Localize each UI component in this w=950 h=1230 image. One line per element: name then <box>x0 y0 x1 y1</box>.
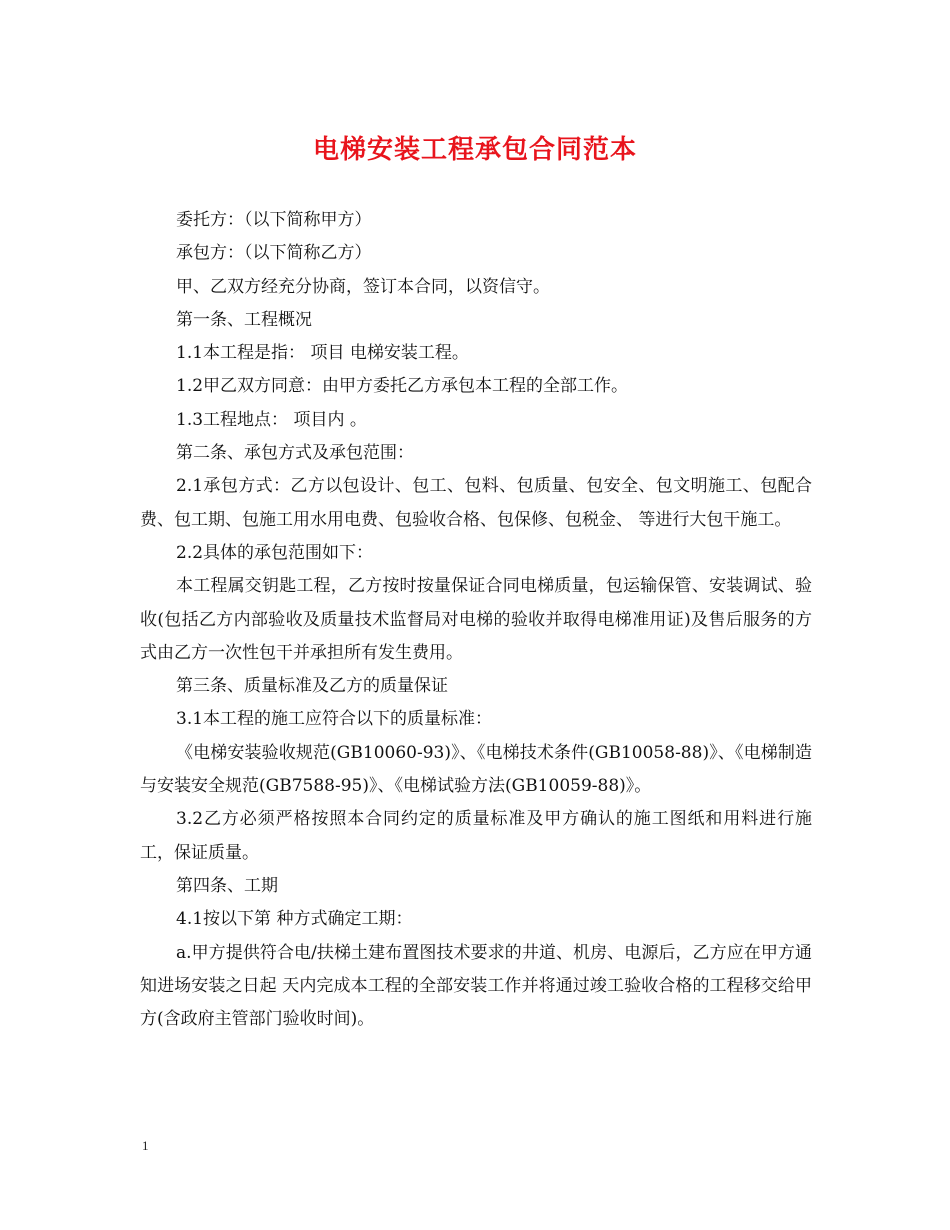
paragraph: 3.2乙方必须严格按照本合同约定的质量标准及甲方确认的施工图纸和用料进行施工，保证质量。 <box>140 809 812 863</box>
paragraph: 甲、乙双方经充分协商，签订本合同，以资信守。 <box>176 276 550 297</box>
section-heading: 第四条、工期 <box>176 875 278 896</box>
page-number: 1 <box>142 1138 149 1153</box>
paragraph: a.甲方提供符合电/扶梯土建布置图技术要求的井道、机房、电源后，乙方应在甲方通知进场安装之日起 天内完成本工程的全部安装工作并将通过竣工验收合格的工程移交给甲方(含政府主管部门验收时间)。 <box>140 942 812 1030</box>
paragraph: 《电梯安装验收规范(GB10060-93)》、《电梯技术条件(GB10058-88)》、《电梯制造与安装安全规范(GB7588-95)》、《电梯试验方法(GB10059-88)》。 <box>140 742 812 797</box>
paragraph: 承包方：（以下简称乙方） <box>176 243 372 264</box>
paragraph: 1.1本工程是指： 项目 电梯安装工程。 <box>176 343 469 364</box>
paragraph: 1.3工程地点： 项目内 。 <box>176 409 367 430</box>
paragraph: 1.2甲乙双方同意：由甲方委托乙方承包本工程的全部工作。 <box>176 376 629 397</box>
paragraph: 3.1本工程的施工应符合以下的质量标准： <box>176 709 493 730</box>
section-heading: 第三条、质量标准及乙方的质量保证 <box>176 676 448 697</box>
paragraph: 2.1承包方式：乙方以包设计、包工、包料、包质量、包安全、包文明施工、包配合费、包工期、包施工用水用电费、包验收合格、包保修、包税金、 等进行大包干施工。 <box>140 476 812 530</box>
paragraph: 本工程属交钥匙工程，乙方按时按量保证合同电梯质量，包运输保管、安装调试、验收(包括乙方内部验收及质量技术监督局对电梯的验收并取得电梯准用证)及售后服务的方式由乙方一次性包干并承担所有发生费用。 <box>140 576 812 663</box>
section-heading: 第一条、工程概况 <box>176 309 312 330</box>
document-title: 电梯安装工程承包合同范本 <box>312 135 637 165</box>
paragraph: 2.2具体的承包范围如下： <box>176 542 374 563</box>
paragraph: 委托方：（以下简称甲方） <box>176 210 372 230</box>
paragraph: 4.1按以下第 种方式确定工期： <box>176 909 413 930</box>
document-body <box>140 204 812 1036</box>
section-heading: 第二条、承包方式及承包范围： <box>176 443 414 464</box>
